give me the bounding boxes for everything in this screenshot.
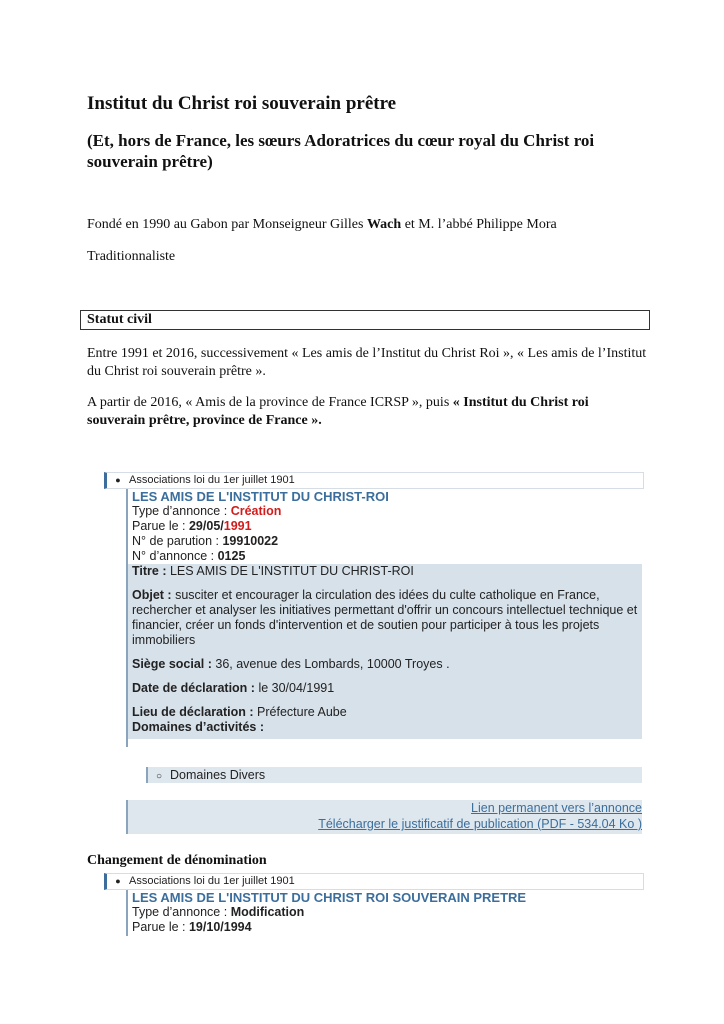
parue-label: Parue le :	[132, 519, 189, 533]
date-value: le 30/04/1991	[258, 681, 335, 695]
statut-para-2	[87, 394, 647, 430]
statut-para-2-bold: « Institut du Christ roi souverain prêtre, province de France ».	[87, 395, 589, 428]
permanent-link[interactable]: Lien permanent vers l’annonce	[471, 801, 642, 815]
annonce1-date	[132, 681, 642, 696]
annonce2-category-row	[104, 873, 644, 890]
annonce1-lieu	[132, 705, 642, 720]
annonce2-parue	[132, 920, 642, 935]
statut-para-2-text: A partir de 2016, « Amis de la province de France ICRSP », puis	[87, 395, 453, 410]
founding-line	[87, 216, 647, 234]
annonce1-links	[126, 800, 642, 834]
circle-bullet-icon: ○	[155, 771, 163, 782]
download-pdf-link[interactable]: Télécharger le justificatif de publication (PDF - 534.04 Ko )	[318, 817, 642, 831]
siege-value: 36, avenue des Lombards, 10000 Troyes .	[215, 657, 450, 671]
annonce1-numero	[132, 549, 642, 564]
parue-value: 19/10/1994	[188, 920, 252, 934]
annonce1-parue	[132, 519, 642, 534]
domaine-item-label: Domaines Divers	[170, 768, 266, 782]
annonce-label: N° d’annonce :	[132, 549, 218, 563]
type-label: Type d’annonce :	[132, 905, 231, 919]
siege-label: Siège social :	[132, 657, 216, 671]
type-value: Modification	[230, 905, 305, 919]
annonce2-category: Associations loi du 1er juillet 1901	[129, 875, 295, 887]
annonce1-siege	[132, 657, 642, 672]
type-value: Création	[230, 504, 282, 518]
titre-label: Titre :	[132, 564, 170, 578]
objet-label: Objet :	[132, 588, 176, 602]
parution-label: N° de parution :	[132, 534, 223, 548]
annonce2-type	[132, 905, 642, 920]
domaine-item	[146, 767, 642, 783]
annonce1-category: Associations loi du 1er juillet 1901	[129, 474, 295, 486]
annonce1-body	[126, 489, 642, 747]
annonce1-category-row	[104, 472, 644, 489]
founder-name: Wach	[366, 217, 402, 232]
parue-year: 1991	[223, 519, 252, 533]
bullet-icon: ●	[115, 876, 121, 886]
section-header-statut-civil: Statut civil	[80, 310, 650, 330]
parue-label: Parue le :	[132, 920, 189, 934]
date-label: Date de déclaration :	[132, 681, 259, 695]
founding-prefix: Fondé en 1990 au Gabon par Monseigneur Gilles	[87, 217, 367, 232]
section-header-changement: Changement de dénomination	[87, 853, 267, 868]
annonce1-domaines-label: Domaines d’activités :	[132, 720, 264, 734]
type-label: Type d’annonce :	[132, 504, 231, 518]
annonce1-parution	[132, 534, 642, 549]
statut-para-1: Entre 1991 et 2016, successivement « Les amis de l’Institut du Christ Roi », « Les amis de l’Institut du Christ roi souverain prêtre ».	[87, 346, 647, 379]
parue-date: 29/05/	[188, 519, 224, 533]
lieu-value: Préfecture Aube	[257, 705, 347, 719]
titre-value: LES AMIS DE L'INSTITUT DU CHRIST-ROI	[169, 564, 414, 578]
document-subtitle: (Et, hors de France, les sœurs Adoratrices du cœur royal du Christ roi souverain prêtre)	[87, 131, 595, 171]
lieu-label: Lieu de déclaration :	[132, 705, 258, 719]
parution-value: 19910022	[222, 534, 279, 548]
annonce1-type	[132, 504, 642, 519]
document-title: Institut du Christ roi souverain prêtre	[87, 93, 397, 114]
annonce1-titre	[132, 564, 642, 579]
bullet-icon: ●	[115, 475, 121, 485]
annonce1-name: LES AMIS DE L'INSTITUT DU CHRIST-ROI	[132, 489, 389, 504]
annonce2-body	[126, 890, 642, 936]
annonce2-name: LES AMIS DE L'INSTITUT DU CHRIST ROI SOUVERAIN PRETRE	[132, 890, 527, 905]
objet-value: susciter et encourager la circulation des idées du culte catholique en France, rechercher et analyser les initiatives permettant d'offrir un concours intellectuel technique et financier, créer un fonds d'intervention et de soutien pour participer à tous les projets immobiliers	[132, 588, 638, 647]
annonce1-objet	[132, 588, 642, 648]
annonce-value: 0125	[217, 549, 246, 563]
founding-suffix: et M. l’abbé Philippe Mora	[401, 217, 557, 232]
tendency-line: Traditionnaliste	[87, 249, 176, 264]
